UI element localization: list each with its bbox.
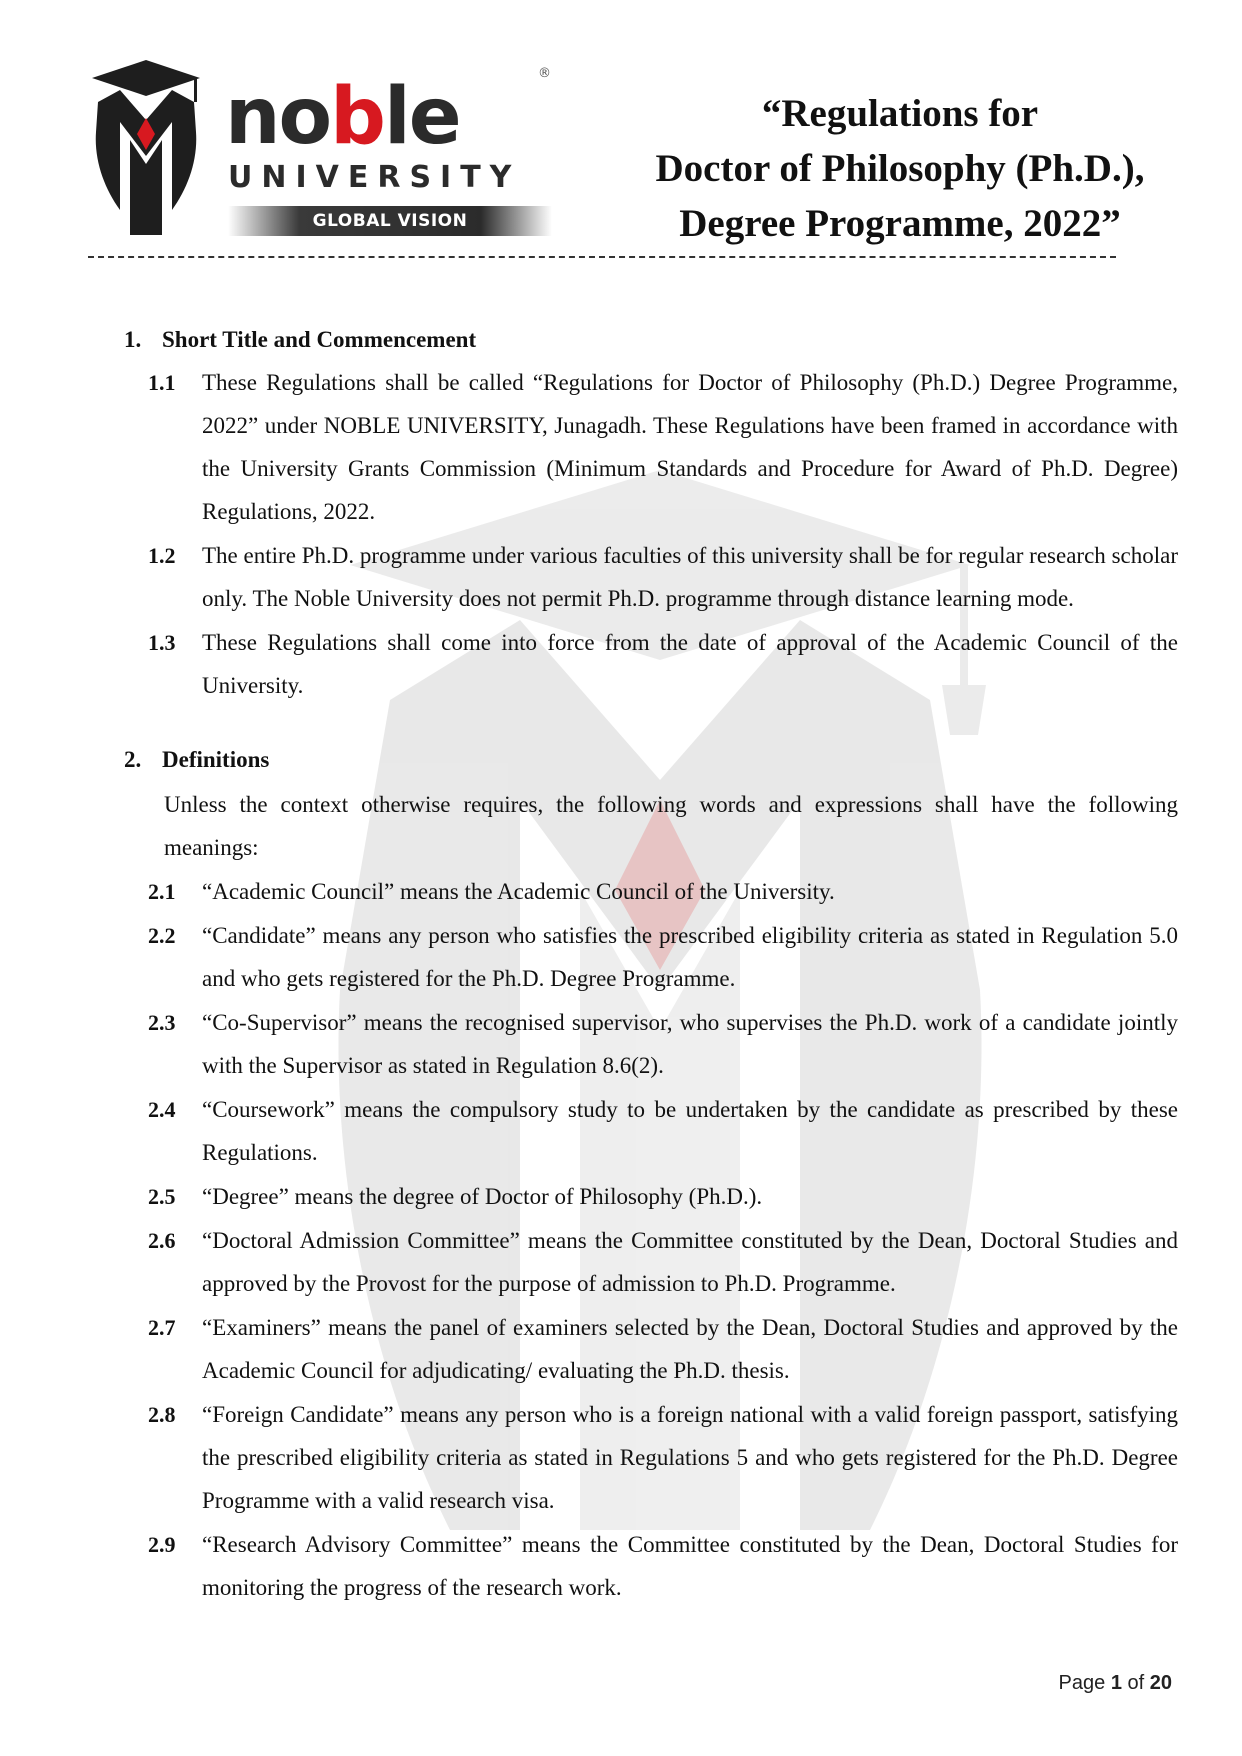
clause-number: 2.5 — [148, 1184, 176, 1209]
current-page: 1 — [1110, 1672, 1122, 1694]
clause — [0, 534, 1242, 620]
title-line-2: Doctor of Philosophy (Ph.D.), — [655, 147, 1145, 190]
clause-text: “Candidate” means any person who satisfies the prescribed eligibility criteria as stated in Regulation 5.0 and who gets registered for the Ph.D. Degree Programme. — [202, 923, 1178, 991]
section-title: Short Title and Commencement — [162, 327, 477, 352]
clause — [0, 1088, 1242, 1174]
clause-text: “Doctoral Admission Committee” means the Committee constituted by the Dean, Doctoral Studies and approved by the Provost for the purpose of admission to Ph.D. Programme. — [202, 1228, 1178, 1296]
clause-number: 2.4 — [148, 1097, 176, 1122]
section-title: Definitions — [162, 747, 270, 772]
clause-text: “Academic Council” means the Academic Council of the University. — [202, 879, 835, 904]
clause-text: These Regulations shall come into force from the date of approval of the Academic Council of the University. — [202, 630, 1178, 698]
section-heading — [124, 740, 1242, 780]
clause-text: “Degree” means the degree of Doctor of Philosophy (Ph.D.). — [202, 1184, 763, 1209]
clause-number: 2.6 — [148, 1228, 176, 1253]
mortarboard-shield-icon — [90, 60, 202, 235]
clause — [0, 914, 1242, 1000]
clause-number: 2.9 — [148, 1532, 176, 1557]
clause-text: “Foreign Candidate” means any person who is a foreign national with a valid foreign passport, satisfying the prescribed eligibility criteria as stated in Regulations 5 and who gets registered for the Ph.D. Degree Programme with a valid research visa. — [202, 1402, 1178, 1513]
page-number: Page 1 of 20 — [1058, 1672, 1172, 1694]
section-number: 1. — [124, 327, 142, 352]
logo-tagline: GLOBAL VISION — [228, 206, 552, 236]
registered-mark: ® — [538, 66, 551, 81]
clause-number: 2.1 — [148, 879, 176, 904]
clause-number: 2.8 — [148, 1402, 176, 1427]
clause-number: 1.2 — [148, 543, 176, 568]
section-heading — [124, 320, 1242, 360]
clause — [0, 1523, 1242, 1609]
logo-university-text: UNIVERSITY — [228, 160, 521, 195]
clause-number: 2.2 — [148, 923, 176, 948]
document-body — [0, 320, 1242, 1609]
clause — [0, 1306, 1242, 1392]
document-header — [0, 0, 1242, 280]
clause-number: 2.3 — [148, 1010, 176, 1035]
header-separator — [88, 256, 1116, 258]
clause-number: 2.7 — [148, 1315, 176, 1340]
clause — [0, 621, 1242, 707]
clause-text: “Examiners” means the panel of examiners selected by the Dean, Doctoral Studies and approved by the Academic Council for adjudicating/ evaluating the Ph.D. thesis. — [202, 1315, 1178, 1383]
clause — [0, 361, 1242, 533]
clause-text: “Co-Supervisor” means the recognised supervisor, who supervises the Ph.D. work of a candidate jointly with the Supervisor as stated in Regulation 8.6(2). — [202, 1010, 1178, 1078]
logo-wordmark: noble — [225, 72, 460, 162]
clause — [0, 1393, 1242, 1522]
clause-text: “Research Advisory Committee” means the Committee constituted by the Dean, Doctoral Studies for monitoring the progress of the research work. — [202, 1532, 1178, 1600]
document-title — [600, 86, 1200, 251]
clause-text: The entire Ph.D. programme under various faculties of this university shall be for regular research scholar only. The Noble University does not permit Ph.D. programme through distance learning mode. — [202, 543, 1178, 611]
title-line-1: “Regulations for — [761, 92, 1039, 135]
section-intro: Unless the context otherwise requires, the following words and expressions shall have the following meanings: — [164, 792, 1178, 860]
clause-number: 1.1 — [148, 370, 176, 395]
total-pages: 20 — [1149, 1672, 1172, 1694]
clause — [0, 1219, 1242, 1305]
clause — [0, 1001, 1242, 1087]
section-number: 2. — [124, 747, 142, 772]
clause — [0, 870, 1242, 913]
clause-text: “Coursework” means the compulsory study to be undertaken by the candidate as prescribed by these Regulations. — [202, 1097, 1178, 1165]
clause-number: 1.3 — [148, 630, 176, 655]
clause-text: These Regulations shall be called “Regulations for Doctor of Philosophy (Ph.D.) Degree Programme, 2022” under NOBLE UNIVERSITY, Junagadh. These Regulations have been framed in accordance with the University Grants Commission (Minimum Standards and Procedure for Award of Ph.D. Degree) Regulations, 2022. — [202, 370, 1178, 524]
university-logo — [90, 60, 560, 240]
title-line-3: Degree Programme, 2022” — [679, 202, 1121, 245]
clause — [0, 1175, 1242, 1218]
